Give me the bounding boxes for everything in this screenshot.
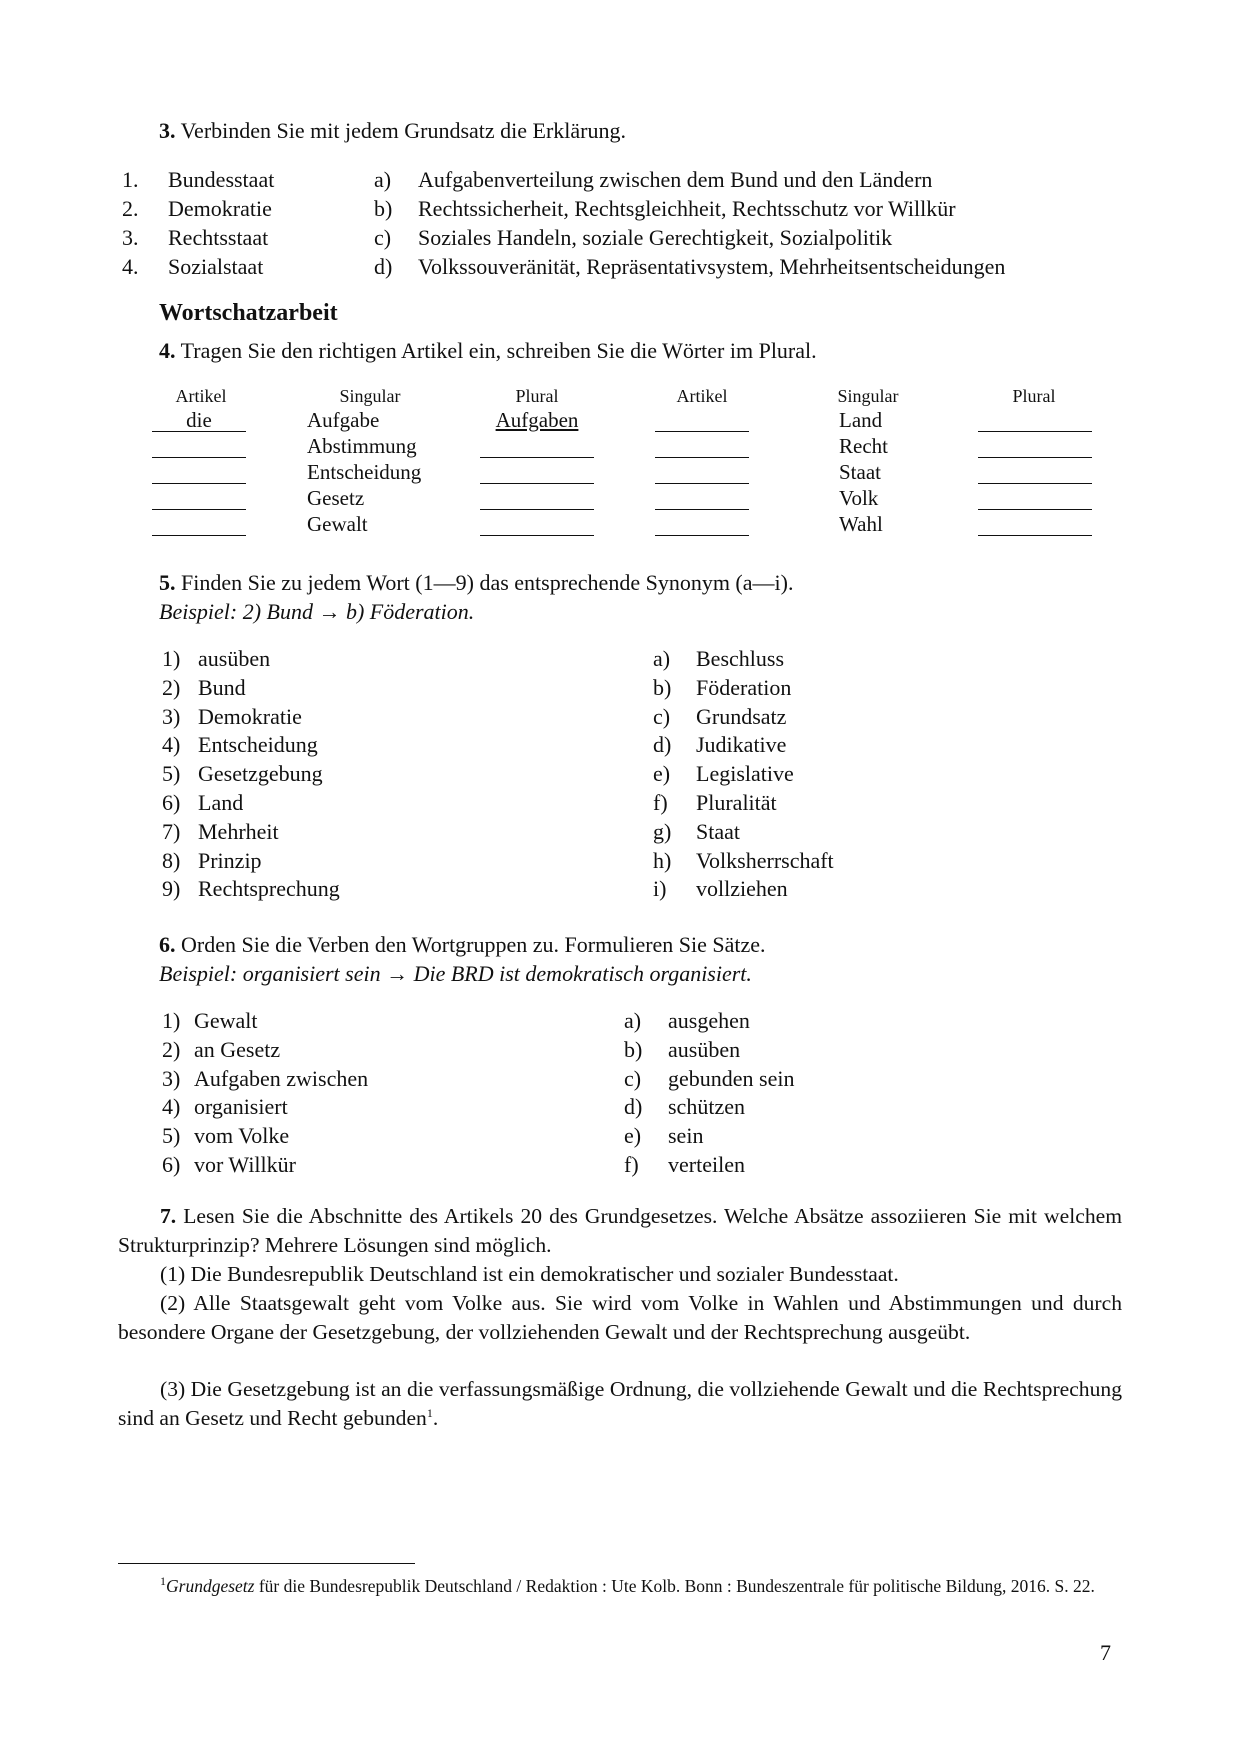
example-article: die (186, 408, 212, 432)
ex5-example-text: Beispiel: 2) Bund → b) Föderation. (159, 599, 475, 624)
ex6-left-number: 4) (162, 1094, 181, 1120)
answer-blank (978, 483, 1092, 484)
ex6-right-item: ausgehen (668, 1008, 750, 1033)
answer-blank (655, 431, 749, 432)
ex4-header: Artikel (676, 386, 728, 406)
answer-blank (152, 509, 246, 510)
answer-blank (655, 457, 749, 458)
ex3-row-number: 2. (122, 196, 139, 221)
ex4-left-word: Aufgabe (307, 408, 380, 432)
answer-blank (655, 509, 749, 510)
ex4-left-word: Gewalt (307, 512, 368, 536)
ex4-right-word: Land (839, 408, 883, 432)
ex6-right-letter: b) (624, 1036, 643, 1062)
ex3-definition: Rechtssicherheit, Rechtsgleichheit, Rechtsschutz vor Willkür (418, 196, 956, 221)
ex5-instruction-text: Finden Sie zu jedem Wort (1—9) das entsprechende Synonym (a—i). (181, 570, 794, 595)
ex4-right-word: Volk (839, 486, 879, 510)
ex5-left-number: 9) (162, 876, 181, 902)
ex6-right-letter: a) (624, 1008, 642, 1033)
ex5-right-letter: g) (653, 818, 672, 844)
ex6-left-number: 5) (162, 1123, 181, 1149)
ex4-left-word: Gesetz (307, 486, 365, 510)
example-plural: Aufgaben (495, 408, 579, 432)
ex5-left-item: Mehrheit (198, 818, 279, 844)
ex4-instruction-text: Tragen Sie den richtigen Artikel ein, schreiben Sie die Wörter im Plural. (180, 338, 817, 363)
ex6-left-item: an Gesetz (194, 1036, 281, 1062)
ex5-right-item: vollziehen (696, 876, 788, 902)
ex5-left-item: Land (198, 790, 244, 815)
ex6-left-item: vom Volke (194, 1123, 290, 1149)
ex6-instruction-text: Orden Sie die Verben den Wortgruppen zu. Formulieren Sie Sätze. (181, 932, 766, 957)
answer-blank (152, 457, 246, 458)
page-number: 7 (1100, 1640, 1111, 1665)
answer-blank (978, 431, 1092, 432)
ex5-left-number: 3) (162, 703, 181, 729)
ex6-right-item: verteilen (668, 1152, 745, 1177)
ex4-header: Plural (1012, 386, 1056, 406)
ex6-left-item: vor Willkür (194, 1152, 296, 1177)
ex5-left-number: 7) (162, 818, 181, 844)
ex6-left-number: 6) (162, 1152, 181, 1177)
ex7-paragraph-3-end: . (432, 1405, 439, 1430)
ex5-right-letter: f) (653, 790, 668, 815)
ex3-definition: Soziales Handeln, soziale Gerechtigkeit, Sozialpolitik (418, 225, 893, 250)
answer-blank (978, 509, 1092, 510)
ex5-right-item: Legislative (696, 761, 794, 787)
ex6-right-item: gebunden sein (668, 1065, 795, 1091)
ex3-term: Bundesstaat (168, 167, 275, 192)
ex4-header: Singular (837, 386, 899, 406)
ex6-left-number: 2) (162, 1036, 181, 1062)
footnote-reference: 1 (426, 1405, 433, 1420)
footnote (118, 1574, 1122, 1598)
ex6-number: 6. (159, 932, 176, 957)
ex3-row (0, 252, 1241, 281)
ex7-number: 7. (160, 1204, 177, 1228)
ex3-row (0, 223, 1241, 252)
ex5-left-item: Bund (198, 674, 246, 700)
ex4-right-word: Staat (839, 460, 881, 484)
ex5-right-item: Pluralität (696, 790, 777, 815)
ex6-right-letter: d) (624, 1094, 643, 1120)
answer-blank (152, 483, 246, 484)
ex5-left-item: Prinzip (198, 847, 262, 873)
ex5-left-number: 4) (162, 732, 181, 758)
ex4-instruction (159, 338, 817, 364)
ex4-header: Singular (339, 386, 401, 406)
ex7-paragraph-1: (1) Die Bundesrepublik Deutschland ist ein demokratischer und sozialer Bundesstaat. (160, 1262, 899, 1286)
ex3-term: Demokratie (168, 196, 272, 221)
ex5-left-number: 2) (162, 674, 181, 700)
ex5-number: 5. (159, 570, 176, 595)
ex5-right-item: Volksherrschaft (696, 847, 834, 873)
ex5-left-item: Rechtsprechung (198, 876, 340, 902)
ex6-right-item: schützen (668, 1094, 745, 1120)
answer-blank (978, 535, 1092, 536)
ex6-example-text: Beispiel: organisiert sein → Die BRD ist demokratisch organisiert. (159, 961, 752, 986)
ex3-term: Rechtsstaat (168, 225, 269, 250)
ex7-paragraph-2: (2) Alle Staatsgewalt geht vom Volke aus. Sie wird vom Volke in Wahlen und Abstimmungen und durch besondere Organe der Gesetzgebung, der vollziehenden Gewalt und der Rechtsprechung ausgeübt. (118, 1291, 1122, 1344)
ex3-row-number: 4. (122, 254, 139, 279)
ex5-right-item: Beschluss (696, 646, 784, 671)
ex6-right-item: sein (668, 1123, 704, 1149)
ex5-right-letter: h) (653, 847, 672, 873)
ex6-left-number: 3) (162, 1065, 181, 1091)
ex3-row-number: 3. (122, 225, 139, 250)
ex7-instruction-text: Lesen Sie die Abschnitte des Artikels 20 des Grundgesetzes. Welche Absätze assoziieren Sie mit welchem Strukturprinzip? Mehrere Lösungen sind möglich. (118, 1204, 1122, 1257)
ex3-row (0, 194, 1241, 223)
ex6-right-letter: e) (624, 1123, 642, 1149)
ex5-right-item: Grundsatz (696, 703, 787, 729)
ex6-right-letter: f) (624, 1152, 639, 1177)
ex5-left-number: 1) (162, 646, 181, 671)
ex3-definition: Volkssouveränität, Repräsentativsystem, Mehrheitsentscheidungen (418, 254, 1006, 279)
ex4-number: 4. (159, 338, 176, 363)
footnote-text: für die Bundesrepublik Deutschland / Redaktion : Ute Kolb. Bonn : Bundeszentrale für politische Bildung, 2016. S. 22. (254, 1576, 1095, 1596)
ex6-instruction (159, 932, 766, 958)
ex4-right-word: Wahl (839, 512, 883, 536)
ex5-left-number: 6) (162, 790, 181, 815)
ex7-paragraph-3 (118, 1375, 1122, 1433)
ex4-header: Plural (515, 386, 559, 406)
ex3-letter: b) (374, 196, 393, 221)
ex3-instruction (159, 118, 626, 144)
ex5-right-letter: d) (653, 732, 672, 758)
ex3-number: 3. (159, 118, 176, 143)
ex6-example (159, 961, 752, 987)
ex5-right-item: Judikative (696, 732, 787, 758)
footnote-separator (118, 1563, 415, 1564)
answer-blank (480, 483, 594, 484)
ex4-left-word: Entscheidung (307, 460, 422, 484)
ex5-right-letter: i) (653, 876, 667, 902)
ex3-row-number: 1. (122, 167, 139, 192)
ex5-left-item: ausüben (198, 646, 271, 671)
ex5-right-letter: b) (653, 674, 672, 700)
ex5-left-number: 5) (162, 761, 181, 787)
ex5-right-letter: a) (653, 646, 671, 671)
ex3-instruction-text: Verbinden Sie mit jedem Grundsatz die Erklärung. (180, 118, 626, 143)
ex6-left-item: organisiert (194, 1094, 288, 1120)
ex5-right-letter: c) (653, 703, 671, 729)
ex6-left-item: Aufgaben zwischen (194, 1065, 369, 1091)
ex5-right-item: Föderation (696, 674, 792, 700)
footnote-title: Grundgesetz (166, 1576, 255, 1596)
ex6-right-item: ausüben (668, 1036, 741, 1062)
answer-blank (978, 457, 1092, 458)
ex5-right-item: Staat (696, 818, 740, 844)
ex5-left-item: Demokratie (198, 703, 302, 729)
ex7-paragraph-3-text: (3) Die Gesetzgebung ist an die verfassungsmäßige Ordnung, die vollziehende Gewalt und die Rechtsprechung sind an Gesetz und Recht gebunden (118, 1377, 1122, 1430)
ex3-row (0, 165, 1241, 194)
ex5-example (159, 599, 474, 625)
ex6-right-letter: c) (624, 1065, 642, 1091)
answer-blank (480, 509, 594, 510)
answer-blank (655, 535, 749, 536)
ex7-instruction (118, 1202, 1122, 1260)
ex3-term: Sozialstaat (168, 254, 264, 279)
footnote-mark: 1 (160, 1574, 166, 1589)
answer-blank (480, 457, 594, 458)
answer-blank (655, 483, 749, 484)
ex4-left-word: Abstimmung (307, 434, 417, 458)
answer-blank (480, 535, 594, 536)
answer-blank (152, 535, 246, 536)
ex4-header: Artikel (175, 386, 227, 406)
answer-blank (152, 431, 246, 432)
ex3-definition: Aufgabenverteilung zwischen dem Bund und den Ländern (418, 167, 933, 192)
ex6-left-item: Gewalt (194, 1008, 258, 1033)
ex3-letter: a) (374, 167, 392, 192)
ex5-left-item: Entscheidung (198, 732, 318, 758)
ex5-left-item: Gesetzgebung (198, 761, 323, 787)
ex5-instruction (159, 570, 793, 596)
ex6-left-number: 1) (162, 1008, 181, 1033)
ex3-letter: c) (374, 225, 392, 250)
ex3-letter: d) (374, 254, 393, 279)
section-title: Wortschatzarbeit (159, 300, 338, 326)
ex4-right-word: Recht (839, 434, 888, 458)
ex5-right-letter: e) (653, 761, 671, 787)
ex5-left-number: 8) (162, 847, 181, 873)
